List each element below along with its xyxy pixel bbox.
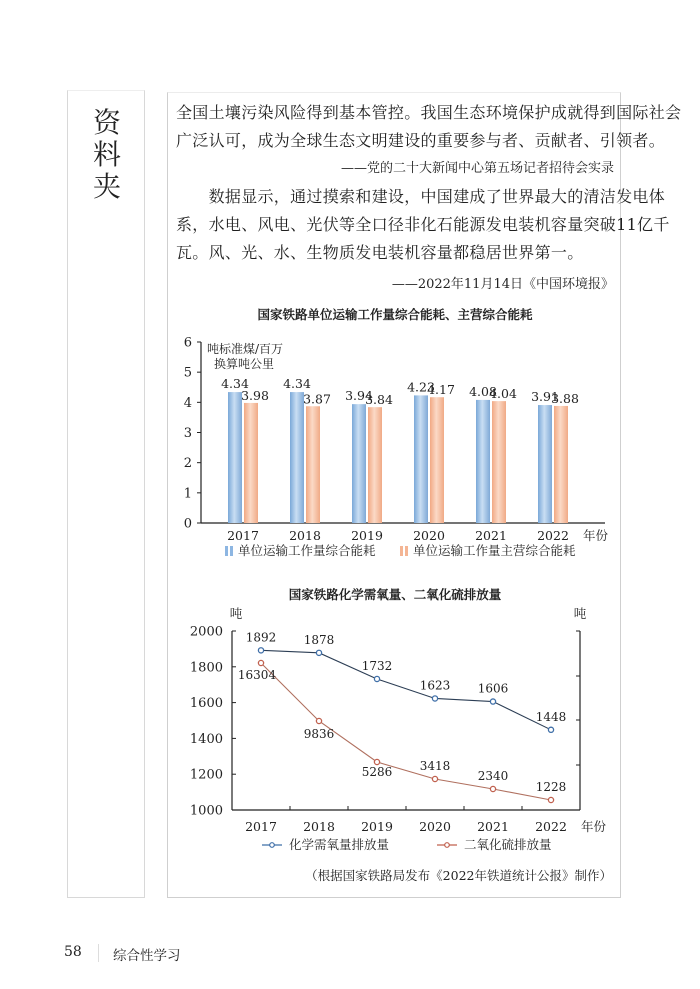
y-tick-label: 6 xyxy=(183,335,192,351)
y-tick-label: 1600 xyxy=(189,696,223,712)
x-tick-label: 2019 xyxy=(351,528,383,543)
data-point xyxy=(548,727,553,732)
bar xyxy=(306,406,320,523)
bar-value-label: 4.23 xyxy=(407,379,435,395)
x-tick-label: 2020 xyxy=(413,528,445,543)
legend-label: 化学需氧量排放量 xyxy=(289,837,390,852)
point-label: 1606 xyxy=(477,681,509,696)
line-chart-title: 国家铁路化学需氧量、二氧化硫排放量 xyxy=(288,587,502,602)
x-tick-label: 2017 xyxy=(245,819,277,834)
x-tick-label: 2022 xyxy=(537,528,569,543)
y-tick-label: 1400 xyxy=(189,731,223,747)
point-label: 1448 xyxy=(535,709,567,724)
sidebar-title-char: 料 xyxy=(92,138,121,171)
y-tick-label: 1800 xyxy=(189,660,223,676)
bar-value-label: 3.84 xyxy=(365,392,393,408)
y-tick-label: 1000 xyxy=(189,803,223,819)
data-point xyxy=(316,718,321,723)
left-axis-unit: 吨 xyxy=(229,606,243,621)
data-point xyxy=(374,759,379,764)
bar xyxy=(430,397,444,523)
bar xyxy=(290,392,304,523)
x-tick-label: 2020 xyxy=(419,819,451,834)
legend-label: 单位运输工作量主营综合能耗 xyxy=(413,543,576,558)
point-label: 5286 xyxy=(361,765,393,779)
bar xyxy=(554,406,568,523)
point-label: 3418 xyxy=(419,759,451,773)
x-tick-label: 2021 xyxy=(475,528,507,543)
attribution-1: ——党的二十大新闻中心第五场记者招待会实录 xyxy=(340,161,614,176)
data-point xyxy=(432,776,437,781)
right-axis-unit: 吨 xyxy=(573,606,587,621)
bar-value-label: 4.04 xyxy=(489,386,517,402)
bar-value-label: 3.87 xyxy=(303,391,331,407)
point-label: 2340 xyxy=(477,769,509,783)
footer-divider xyxy=(98,944,99,962)
legend-label: 单位运输工作量综合能耗 xyxy=(238,543,376,558)
bar-value-label: 4.34 xyxy=(283,376,311,392)
bar-value-label: 4.34 xyxy=(221,376,249,392)
bar xyxy=(476,400,490,523)
bar-chart-title: 国家铁路单位运输工作量综合能耗、主营综合能耗 xyxy=(257,307,533,322)
bar-value-label: 3.98 xyxy=(241,387,269,403)
bar xyxy=(414,395,428,523)
sidebar-title-char: 夹 xyxy=(92,170,121,203)
y-tick-label: 2 xyxy=(183,456,192,472)
data-point xyxy=(432,696,437,701)
data-point xyxy=(316,650,321,655)
bar xyxy=(228,392,242,523)
point-label: 16304 xyxy=(237,668,277,682)
text-line: 全国土壤污染风险得到基本管控。我国生态环境保护成就得到国际社会 xyxy=(176,103,682,122)
bar-value-label: 3.88 xyxy=(551,390,579,406)
attribution-2: ——2022年11月14日《中国环境报》 xyxy=(391,277,614,292)
point-label: 1732 xyxy=(361,658,393,673)
data-point xyxy=(490,699,495,704)
data-point xyxy=(258,648,263,653)
y-tick-label: 4 xyxy=(183,395,192,411)
x-tick-label: 2019 xyxy=(361,819,393,834)
footer-section-label: 综合性学习 xyxy=(113,948,181,964)
y-tick-label: 2000 xyxy=(189,624,223,640)
bar-value-label: 4.17 xyxy=(427,382,455,398)
bar xyxy=(352,404,366,523)
y-tick-label: 1200 xyxy=(189,767,223,783)
data-point xyxy=(490,786,495,791)
bar-value-label: 3.91 xyxy=(531,389,559,405)
y-axis-label: 吨标准煤/百万 xyxy=(207,342,284,356)
y-tick-label: 3 xyxy=(183,426,192,441)
bar xyxy=(368,407,382,523)
y-axis-label: 换算吨公里 xyxy=(214,357,275,371)
text-line: 数据显示，通过摸索和建设，中国建成了世界最大的清洁发电体 xyxy=(176,187,666,206)
x-tick-label: 2022 xyxy=(535,819,567,834)
line-chart xyxy=(190,606,607,852)
x-tick-label: 2017 xyxy=(227,528,259,543)
x-tick-label: 2018 xyxy=(303,819,335,834)
legend-label: 二氧化硫排放量 xyxy=(464,837,552,852)
data-point xyxy=(548,797,553,802)
point-label: 1892 xyxy=(245,630,277,645)
bar xyxy=(538,405,552,523)
point-label: 1878 xyxy=(303,632,335,647)
text-line: 瓦。风、光、水、生物质发电装机容量都稳居世界第一。 xyxy=(176,243,584,262)
bar xyxy=(492,401,506,523)
source-note: （根据国家铁路局发布《2022年铁道统计公报》制作） xyxy=(305,868,612,883)
point-label: 1228 xyxy=(535,780,567,794)
x-axis-label: 年份 xyxy=(583,528,609,543)
point-label: 9836 xyxy=(303,727,335,741)
y-tick-label: 0 xyxy=(183,516,192,532)
text-line: 系，水电、风电、光伏等全口径非化石能源发电装机容量突破11亿千 xyxy=(176,215,670,234)
y-tick-label: 1 xyxy=(183,486,192,502)
y-tick-label: 5 xyxy=(183,365,192,381)
text-line: 广泛认可，成为全球生态文明建设的重要参与者、贡献者、引领者。 xyxy=(176,131,666,150)
bar xyxy=(244,403,258,523)
sidebar-title-char: 资 xyxy=(92,106,121,139)
x-tick-label: 2018 xyxy=(289,528,321,543)
data-point xyxy=(258,660,263,665)
bar-chart xyxy=(184,336,609,559)
bar-value-label: 3.94 xyxy=(345,388,373,404)
page-number: 58 xyxy=(64,944,82,960)
point-label: 1623 xyxy=(419,678,451,693)
x-tick-label: 2021 xyxy=(477,819,509,834)
data-point xyxy=(374,676,379,681)
x-axis-label: 年份 xyxy=(581,819,607,834)
bar-value-label: 4.08 xyxy=(469,383,497,399)
